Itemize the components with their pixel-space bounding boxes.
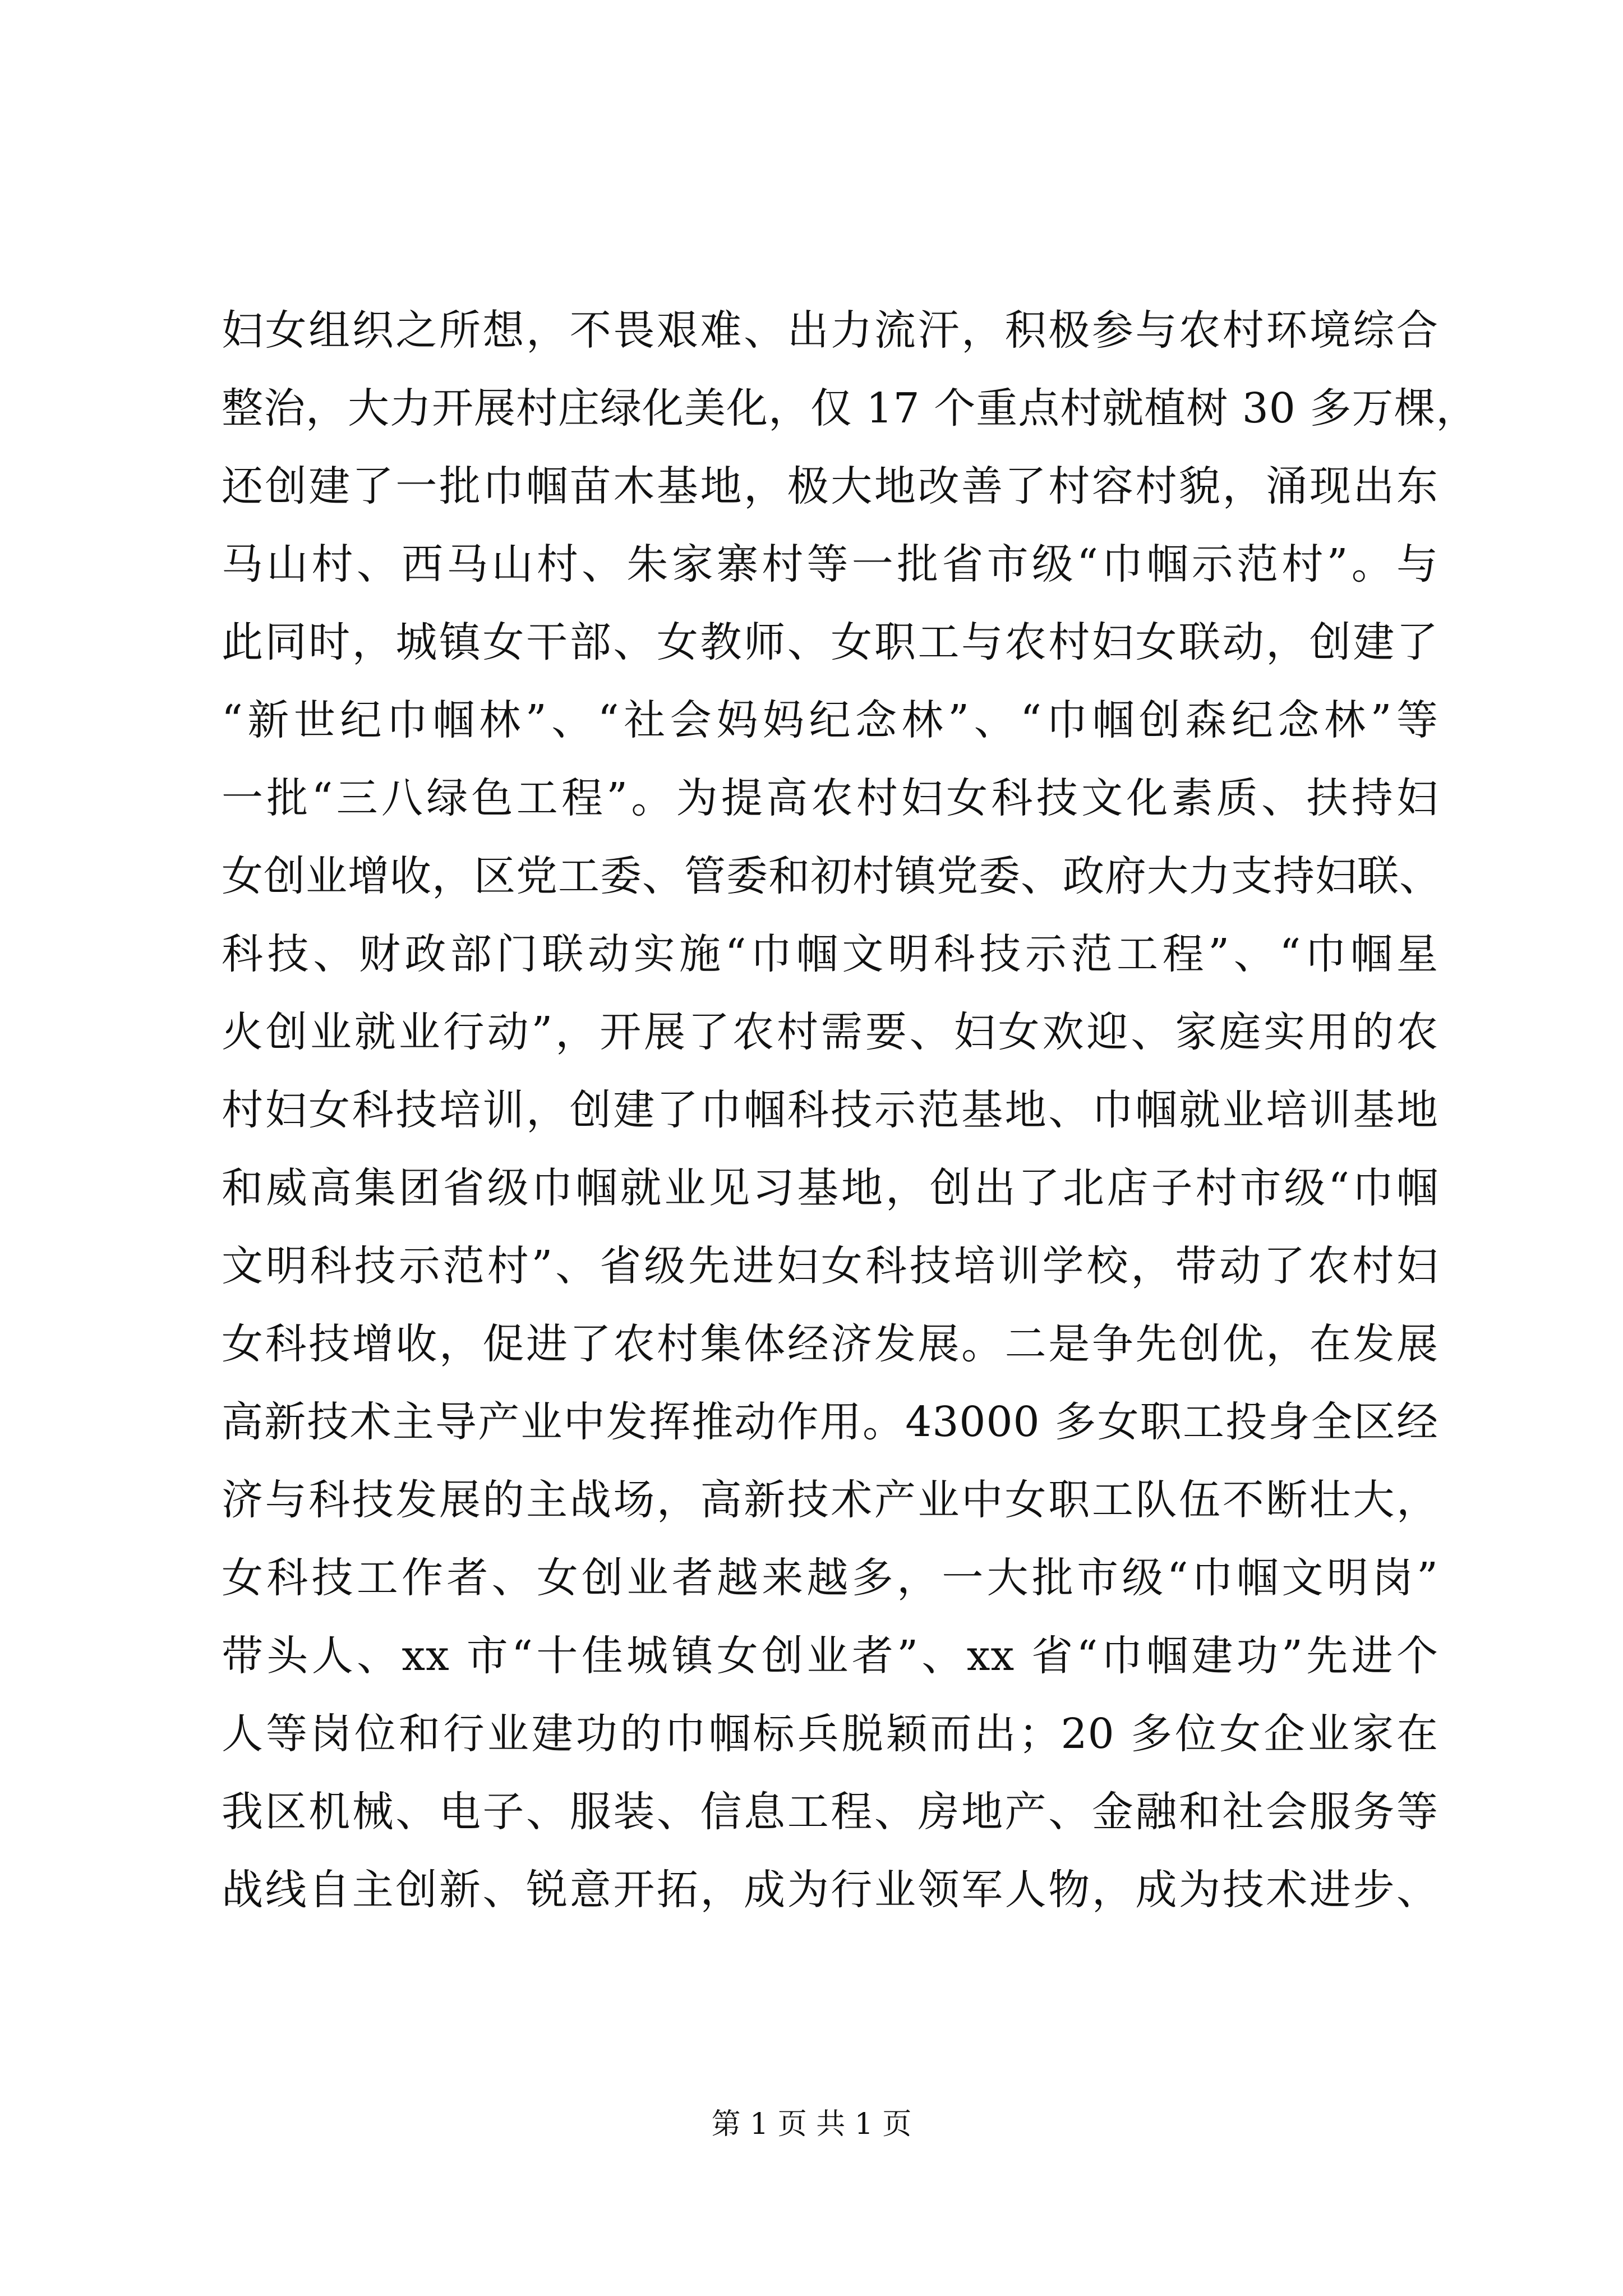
text-line: “新世纪巾帼林”、“社会妈妈纪念林”、“巾帼创森纪念林”等 [222,696,1438,744]
text-line: 我区机械、电子、服装、信息工程、房地产、金融和社会服务等 [222,1788,1438,1836]
text-line: 和威高集团省级巾帼就业见习基地，创出了北店子村市级“巾帼 [222,1164,1438,1212]
text-line: 女科技工作者、女创业者越来越多，一大批市级“巾帼文明岗” [222,1554,1438,1602]
page-number-footer: 第 1 页 共 1 页 [711,2108,912,2141]
text-line: 还创建了一批巾帼苗木基地，极大地改善了村容村貌，涌现出东 [222,462,1438,510]
text-line: 马山村、西马山村、朱家寨村等一批省市级“巾帼示范村”。与 [222,540,1438,588]
text-line: 一批“三八绿色工程”。为提高农村妇女科技文化素质、扶持妇 [222,774,1438,822]
body-text [222,292,1478,1929]
text-line: 女创业增收，区党工委、管委和初村镇党委、政府大力支持妇联、 [222,852,1441,900]
text-line: 高新技术主导产业中发挥推动作用。43000 多女职工投身全区经 [222,1398,1438,1446]
text-line: 村妇女科技培训，创建了巾帼科技示范基地、巾帼就业培训基地 [222,1086,1438,1134]
text-line: 文明科技示范村”、省级先进妇女科技培训学校，带动了农村妇 [222,1242,1438,1290]
text-line: 济与科技发展的主战场，高新技术产业中女职工队伍不断壮大， [222,1476,1438,1524]
text-line: 女科技增收，促进了农村集体经济发展。二是争先创优，在发展 [222,1320,1438,1368]
text-line: 人等岗位和行业建功的巾帼标兵脱颖而出；20 多位女企业家在 [222,1710,1438,1758]
text-line: 此同时，城镇女干部、女教师、女职工与农村妇女联动，创建了 [222,618,1438,666]
text-line: 整治，大力开展村庄绿化美化，仅 17 个重点村就植树 30 多万棵， [222,384,1478,432]
text-line: 带头人、xx 市“十佳城镇女创业者”、xx 省“巾帼建功”先进个 [222,1632,1438,1680]
text-line: 战线自主创新、锐意开拓，成为行业领军人物，成为技术进步、 [222,1866,1438,1914]
text-line: 妇女组织之所想，不畏艰难、出力流汗，积极参与农村环境综合 [222,306,1438,355]
text-line: 科技、财政部门联动实施“巾帼文明科技示范工程”、“巾帼星 [222,930,1438,978]
text-line: 火创业就业行动”，开展了农村需要、妇女欢迎、家庭实用的农 [222,1008,1438,1056]
